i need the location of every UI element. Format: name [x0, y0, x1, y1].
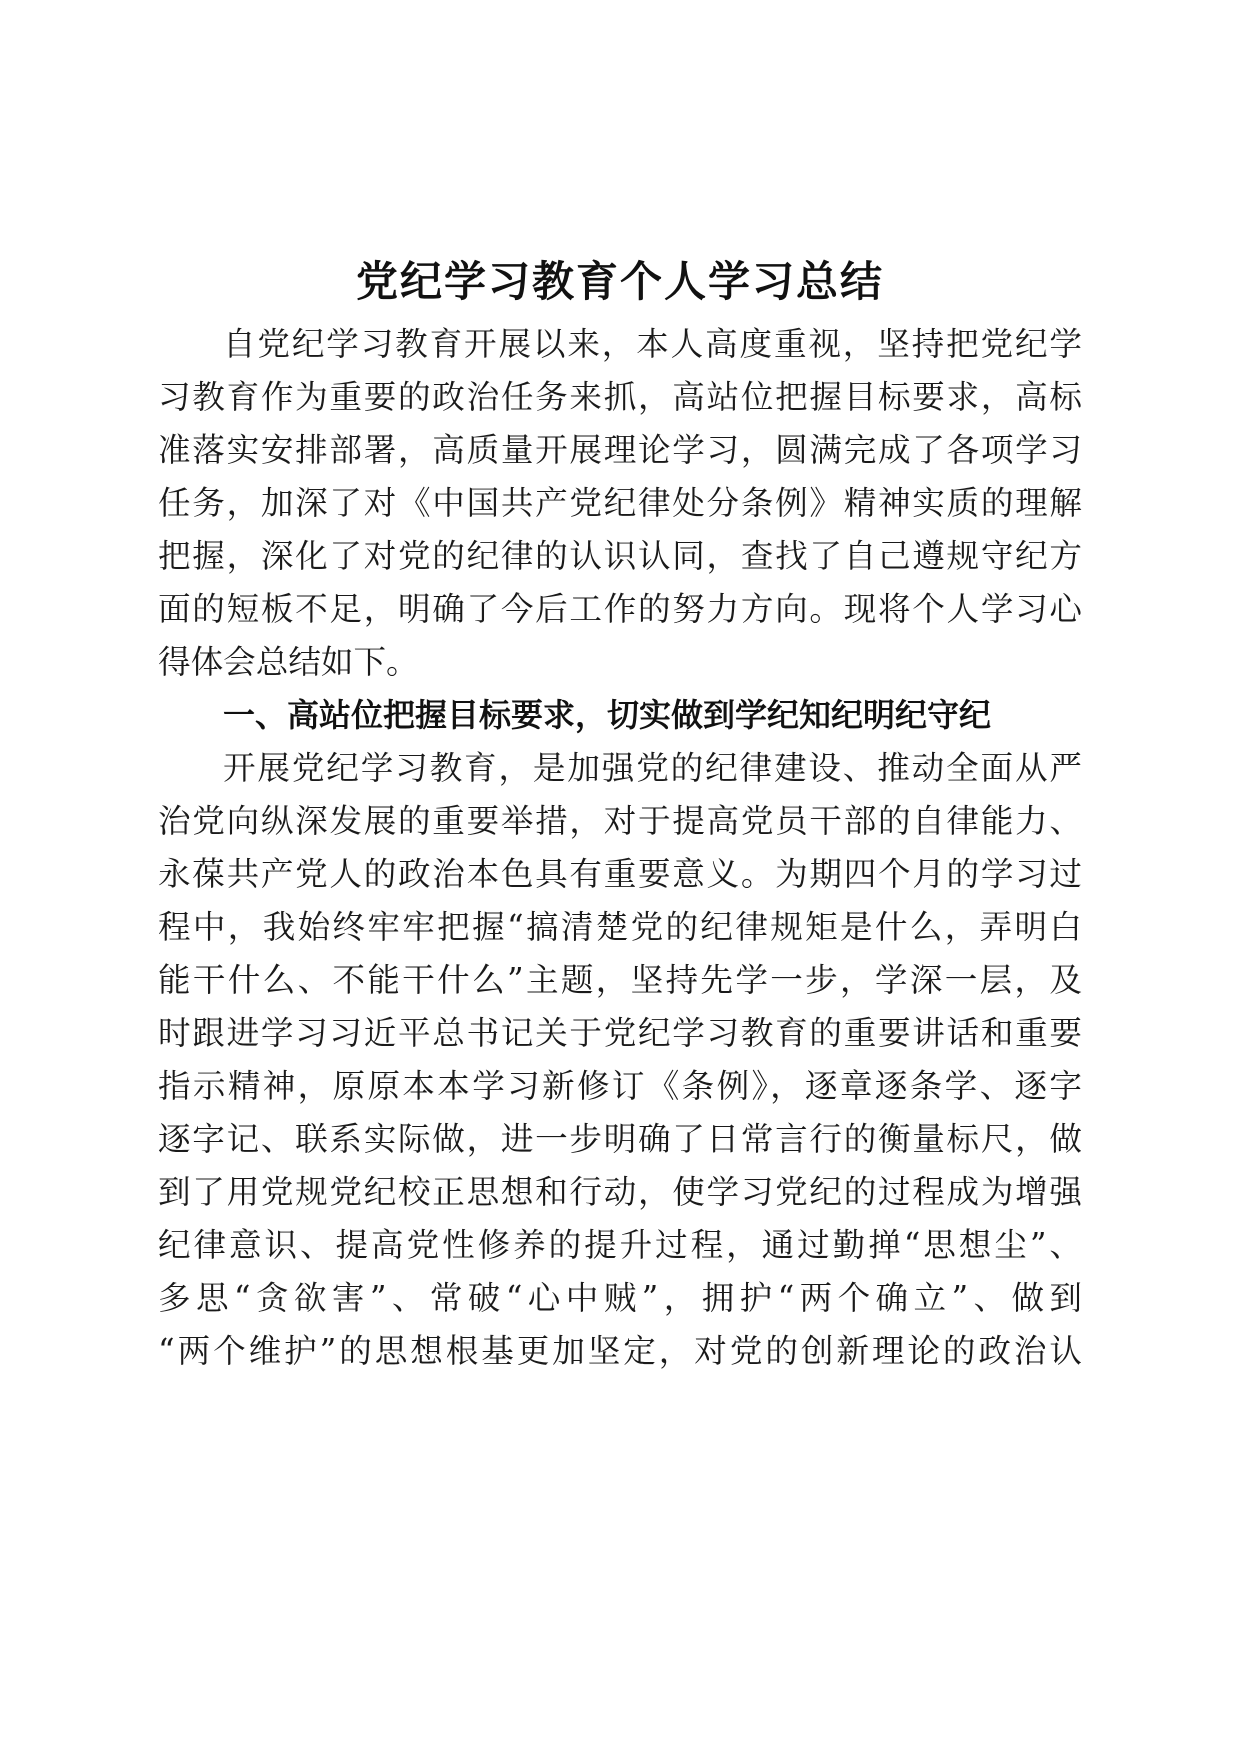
paragraph-2-line-4: 程中，我始终牢牢把握“搞清楚党的纪律规矩是什么，弄明白	[158, 908, 1082, 946]
paragraph-1-line-3: 准落实安排部署，高质量开展理论学习，圆满完成了各项学习	[158, 431, 1082, 469]
section-1-heading: 一、高站位把握目标要求，切实做到学纪知纪明纪守纪	[223, 696, 992, 734]
paragraph-2-line-8: 逐字记、联系实际做，进一步明确了日常言行的衡量标尺，做	[158, 1120, 1082, 1158]
paragraph-2-line-2: 治党向纵深发展的重要举措，对于提高党员干部的自律能力、	[158, 802, 1082, 840]
paragraph-1-line-6: 面的短板不足，明确了今后工作的努力方向。现将个人学习心	[158, 590, 1082, 628]
paragraph-2-line-7: 指示精神，原原本本学习新修订《条例》，逐章逐条学、逐字	[158, 1067, 1082, 1105]
paragraph-2-line-5: 能干什么、不能干什么”主题，坚持先学一步，学深一层，及	[158, 961, 1082, 999]
paragraph-2-line-3: 永葆共产党人的政治本色具有重要意义。为期四个月的学习过	[158, 855, 1082, 893]
paragraph-2-line-6: 时跟进学习习近平总书记关于党纪学习教育的重要讲话和重要	[158, 1014, 1082, 1052]
paragraph-2-line-12: “两个维护”的思想根基更加坚定，对党的创新理论的政治认	[158, 1332, 1082, 1370]
paragraph-1-line-7: 得体会总结如下。	[158, 643, 419, 681]
paragraph-2-line-10: 纪律意识、提高党性修养的提升过程，通过勤掸“思想尘”、	[158, 1226, 1082, 1264]
paragraph-1-line-1: 自党纪学习教育开展以来，本人高度重视，坚持把党纪学	[223, 325, 1082, 363]
paragraph-2-line-9: 到了用党规党纪校正思想和行动，使学习党纪的过程成为增强	[158, 1173, 1082, 1211]
paragraph-1-line-5: 把握，深化了对党的纪律的认识认同，查找了自己遵规守纪方	[158, 537, 1082, 575]
paragraph-1-line-4: 任务，加深了对《中国共产党纪律处分条例》精神实质的理解	[158, 484, 1082, 522]
paragraph-2-line-1: 开展党纪学习教育，是加强党的纪律建设、推动全面从严	[223, 749, 1082, 787]
paragraph-1-line-2: 习教育作为重要的政治任务来抓，高站位把握目标要求，高标	[158, 378, 1082, 416]
document-title: 党纪学习教育个人学习总结	[355, 257, 884, 306]
paragraph-2-line-11: 多思“贪欲害”、常破“心中贼”，拥护“两个确立”、做到	[158, 1279, 1082, 1317]
